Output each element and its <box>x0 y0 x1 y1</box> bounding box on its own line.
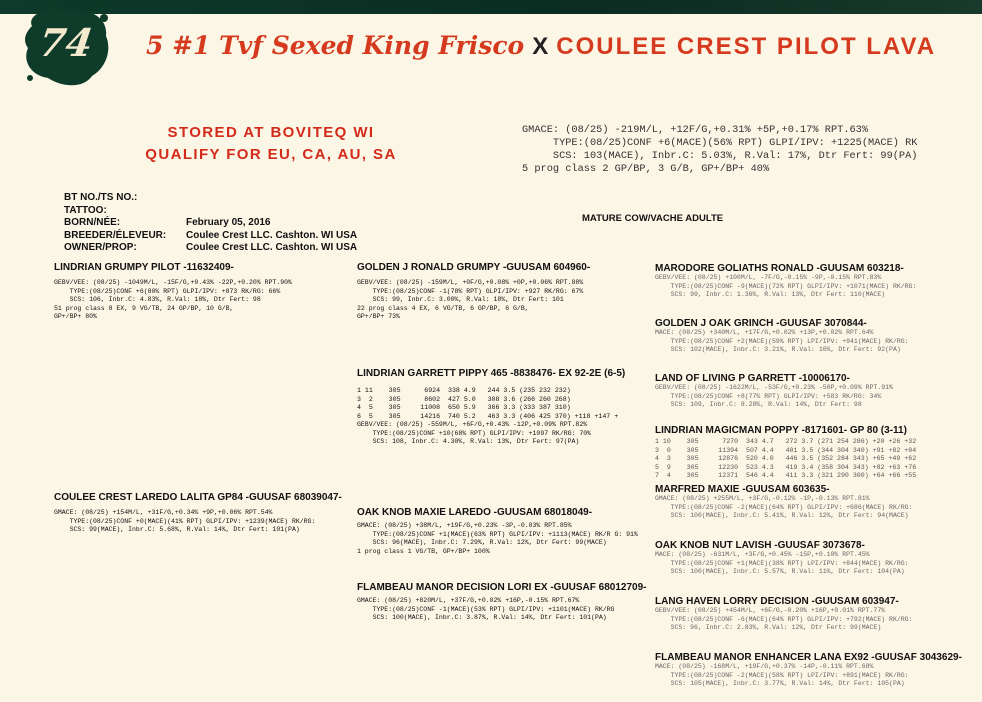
sss-line: TYPE:(08/25)CONF -9(MACE)(72% RPT) GLPI/IPV: +1071(MACE) RK/RG: <box>655 282 917 290</box>
sire-sire-line: 22 prog class 4 EX, 6 VG/TB, 6 GP/BP, 6 G/B, <box>357 304 529 312</box>
sire-sire-name: GOLDEN J RONALD GRUMPY -GUUSAM 604960- <box>357 262 591 273</box>
dam-sire-line: TYPE:(08/25)CONF +1(MACE)(63% RPT) GLPI/IPV: +1113(MACE) RK/R G: 91% <box>357 530 638 538</box>
sire-dam-name: LINDRIAN GARRETT PIPPY 465 -8838476- EX 92-2E (6-5) <box>357 368 626 379</box>
lactation-row: 1 10 305 7270 343 4.7 272 3.7 (271 254 286) +20 +26 +32 <box>655 438 917 445</box>
dss-block <box>655 484 912 521</box>
lot-number: 74 <box>36 20 96 65</box>
header-dark-strip <box>0 0 982 14</box>
sire-sire-line: SCS: 99, Inbr.C: 3.00%, R.Val: 18%, Dtr Fert: 101 <box>357 296 564 303</box>
ddd-line: SCS: 105(MACE), Inbr.C: 3.77%, R.Val: 14%, Dtr Fert: 105(PA) <box>655 680 905 687</box>
lactation-row: 4 3 305 12876 520 4.0 446 3.5 (352 284 343) +65 +49 +62 <box>655 455 917 463</box>
ssd-line: SCS: 102(MACE), Inbr.C: 3.21%, R.Val: 16%, Dtr Fert: 92(PA) <box>655 346 901 353</box>
breeder-label: BREEDER/ÉLEVEUR: <box>64 229 167 241</box>
sire-line: GEBV/VEE: (08/25) -1049M/L, -15F/G,+0.43% -22P,+0.20% RPT.90% <box>54 279 292 286</box>
sire-line: SCS: 106, Inbr.C: 4.83%, R.Val: 18%, Dtr Fert: 98 <box>54 296 261 303</box>
dam-sire-name: OAK KNOB MAXIE LAREDO -GUUSAM 68018049- <box>357 507 593 518</box>
page-title <box>146 30 936 61</box>
dds-line: GEBV/VEE: (08/25) +454M/L, +6F/G,-0.20% +16P,+0.01% RPT.77% <box>655 607 886 614</box>
lactation-row: 3 0 305 11394 507 4.4 401 3.5 (344 304 340) +91 +82 +84 <box>655 446 917 454</box>
dds-block <box>655 596 912 633</box>
sss-line: SCS: 99, Inbr.C: 1.36%, R.Val: 13%, Dtr Fert: 110(MACE) <box>655 291 886 298</box>
sire-name: LINDRIAN GRUMPY PILOT -11632409- <box>54 262 234 273</box>
ssd-block <box>655 318 909 355</box>
dsd-line: SCS: 100(MACE), Inbr.C: 5.57%, R.Val: 11%, Dtr Fert: 104(PA) <box>655 568 905 575</box>
index-line: GMACE: (08/25) -219M/L, +12F/G,+0.31% +5P,+0.17% RPT.63% <box>522 124 869 136</box>
sds-name: LAND OF LIVING P GARRETT -10006170- <box>655 373 850 384</box>
lactation-row: 5 9 305 12230 523 4.3 419 3.4 (358 304 343) +82 +63 +76 <box>655 463 917 471</box>
sds-line: TYPE:(08/25)CONF +8(77% RPT) GLPI/IPV: +583 RK/RG: 34% <box>655 392 882 400</box>
sds-block <box>655 373 893 410</box>
sire-dam-line: SCS: 108, Inbr.C: 4.30%, R.Val: 13%, Dtr Fert: 97(PA) <box>357 438 580 446</box>
dam-dam-block <box>357 582 647 623</box>
sire-dam-line: GEBV/VEE: (08/25) -559M/L, +6F/G,+0.43% -12P,+0.09% RPT.82% <box>357 421 588 429</box>
dam-title: COULEE CREST PILOT LAVA <box>556 33 937 60</box>
bt-label: BT NO./TS NO.: <box>64 192 138 203</box>
lactation-row: 3 2 305 8602 427 5.0 308 3.6 (266 260 268) <box>357 395 571 403</box>
dam-sire-block <box>357 507 638 556</box>
lactation-row: 7 4 305 12371 546 4.4 411 3.3 (321 290 300) +64 +66 +55 <box>655 472 917 479</box>
dsd-line: MACE: (08/25) -631M/L, +3F/G,+0.45% -15P,+0.10% RPT.45% <box>655 551 870 558</box>
dss-name: MARFRED MAXIE -GUUSAM 603635- <box>655 484 830 495</box>
sdd-name: LINDRIAN MAGICMAN POPPY -8171601- GP 80 (3-11) <box>655 425 907 436</box>
dsd-line: TYPE:(08/25)CONF +1(MACE)(38% RPT) LPI/IPV: +844(MACE) RK/RG: <box>655 559 909 567</box>
dds-line: SCS: 96, Inbr.C: 2.83%, R.Val: 12%, Dtr Fert: 99(MACE) <box>655 624 882 631</box>
sire-block <box>54 262 292 322</box>
dam-dam-name: FLAMBEAU MANOR DECISION LORI EX -GUUSAF 68012709- <box>357 582 647 593</box>
dam-sire-line: SCS: 96(MACE), Inbr.C: 7.29%, R.Val: 12%, Dtr Fert: 99(MACE) <box>357 539 607 546</box>
sss-block <box>655 263 916 300</box>
dam-dam-line: SCS: 100(MACE), Inbr.C: 3.87%, R.Val: 14%, Dtr Fert: 101(PA) <box>357 614 607 621</box>
born-value: February 05, 2016 <box>186 217 271 228</box>
sire-sire-line: TYPE:(08/25)CONF -1(78% RPT) GLPI/IPV: +927 RK/RG: 67% <box>357 287 584 295</box>
dam-block <box>54 492 342 535</box>
cross-symbol: X <box>532 33 549 60</box>
sire-line: 51 prog class 8 EX, 9 VG/TB, 24 GP/BP, 10 G/B, <box>54 304 234 312</box>
owner-label: OWNER/PROP: <box>64 242 137 253</box>
sss-name: MARODORE GOLIATHS RONALD -GUUSAM 603218- <box>655 263 904 274</box>
dam-line: GMACE: (08/25) +154M/L, +31F/G,+0.34% +9P,+0.06% RPT.54% <box>54 509 273 516</box>
dss-line: TYPE:(08/25)CONF -2(MACE)(64% RPT) GLPI/IPV: +686(MACE) RK/RG: <box>655 503 913 511</box>
qualify-line: QUALIFY FOR EU, CA, AU, SA <box>145 146 397 163</box>
index-line: 5 prog class 2 GP/BP, 3 G/B, GP+/BP+ 40% <box>522 163 770 175</box>
main-indexes <box>522 124 917 176</box>
ddd-line: MACE: (08/25) -168M/L, +19F/G,+0.37% -14P,-0.11% RPT.68% <box>655 663 874 670</box>
stored-line: STORED AT BOVITEQ WI <box>167 124 375 141</box>
dam-dam-line: TYPE:(08/25)CONF -1(MACE)(53% RPT) GLPI/IPV: +1101(MACE) RK/RG <box>357 605 615 613</box>
dam-sire-line: 1 prog class 1 VG/TB, GP+/BP+ 100% <box>357 547 490 555</box>
sire-line: GP+/BP+ 80% <box>54 313 97 320</box>
storage-notice <box>136 122 406 166</box>
dam-sire-line: GMACE: (08/25) +38M/L, +19F/G,+0.23% -3P,-0.03% RPT.85% <box>357 522 572 529</box>
breeder-value: Coulee Crest LLC. Cashton. WI USA <box>186 229 358 241</box>
lot-badge-icon <box>22 6 110 88</box>
sire-dam-block <box>357 368 625 447</box>
sds-line: SCS: 109, Inbr.C: 8.28%, R.Val: 14%, Dtr Fert: 98 <box>655 401 862 408</box>
sdd-block <box>655 425 916 479</box>
dss-line: GMACE: (08/25) +255M/L, +3F/G,-0.12% -1P,-0.13% RPT.81% <box>655 495 870 502</box>
sds-line: GEBV/VEE: (08/25) -1622M/L, -53F/G,+0.23% -50P,+0.09% RPT.91% <box>655 384 893 391</box>
dds-line: TYPE:(08/25)CONF -6(MACE)(64% RPT) GLPI/IPV: +792(MACE) RK/RG: <box>655 615 913 623</box>
ssd-name: GOLDEN J OAK GRINCH -GUUSAF 3070844- <box>655 318 867 329</box>
sire-sire-line: GEBV/VEE: (08/25) -159M/L, +0F/G,+0.08% +0P,+0.06% RPT.88% <box>357 279 584 286</box>
lactation-row: 1 11 305 6924 338 4.9 244 3.5 (235 232 232) <box>357 387 571 394</box>
ssd-line: MACE: (08/25) +340M/L, +17F/G,+0.02% +13P,+0.02% RPT.64% <box>655 329 874 336</box>
lactation-row: 6 5 305 14216 740 5.2 463 3.3 (406 425 370) +118 +147 + <box>357 412 619 420</box>
sire-line: TYPE:(08/25)CONF +6(80% RPT) GLPI/IPV: +873 RK/RG: 66% <box>54 287 281 295</box>
sire-sire-line: GP+/BP+ 73% <box>357 313 400 320</box>
dam-name: COULEE CREST LAREDO LALITA GP84 -GUUSAF 68039047- <box>54 492 342 503</box>
sss-line: GEBV/VEE: (08/25) +100M/L, -7F/G,-0.15% -9P,-0.15% RPT.83% <box>655 274 882 281</box>
owner-value: Coulee Crest LLC. Cashton. WI USA <box>186 242 358 253</box>
dsd-block <box>655 540 909 577</box>
tattoo-label: TATTOO: <box>64 204 107 216</box>
dss-line: SCS: 100(MACE), Inbr.C: 5.41%, R.Val: 12%, Dtr Fert: 94(MACE) <box>655 512 909 519</box>
dds-name: LANG HAVEN LORRY DECISION -GUUSAM 603947- <box>655 596 899 607</box>
dam-line: TYPE:(08/25)CONF +0(MACE)(41% RPT) GLPI/IPV: +1239(MACE) RK/RG: <box>54 517 316 525</box>
ddd-line: TYPE:(08/25)CONF -2(MACE)(58% RPT) LPI/IPV: +891(MACE) RK/RG: <box>655 671 909 679</box>
ssd-line: TYPE:(08/25)CONF +2(MACE)(59% RPT) LPI/IPV: +941(MACE) RK/RG: <box>655 337 909 345</box>
sire-title: 5 #1 Tvf Sexed King Frisco <box>146 31 525 60</box>
lactation-row: 4 5 305 11008 650 5.9 366 3.3 (333 387 310) <box>357 404 571 412</box>
index-line: SCS: 103(MACE), Inbr.C: 5.03%, R.Val: 17%, Dtr Fert: 99(PA) <box>522 150 918 162</box>
sire-dam-line: TYPE:(08/25)CONF +10(68% RPT) GLPI/IPV: +1097 RK/RG: 70% <box>357 429 592 437</box>
dam-line: SCS: 99(MACE), Inbr.C: 5.68%, R.Val: 14%, Dtr Fert: 101(PA) <box>54 526 300 533</box>
ddd-name: FLAMBEAU MANOR ENHANCER LANA EX92 -GUUSAF 3043629- <box>655 652 962 663</box>
sire-sire-block <box>357 262 590 322</box>
header-band <box>0 0 982 88</box>
dam-dam-line: GMACE: (08/25) +820M/L, +37F/G,+0.02% +16P,-0.15% RPT.67% <box>357 597 580 604</box>
dsd-name: OAK KNOB NUT LAVISH -GUUSAF 3073678- <box>655 540 865 551</box>
animal-info <box>64 192 357 255</box>
classification-label: MATURE COW/VACHE ADULTE <box>582 213 724 224</box>
born-label: BORN/NÉE: <box>64 217 121 228</box>
index-line: TYPE:(08/25)CONF +6(MACE)(56% RPT) GLPI/IPV: +1225(MACE) RK <box>522 137 918 149</box>
ddd-block <box>655 652 962 689</box>
